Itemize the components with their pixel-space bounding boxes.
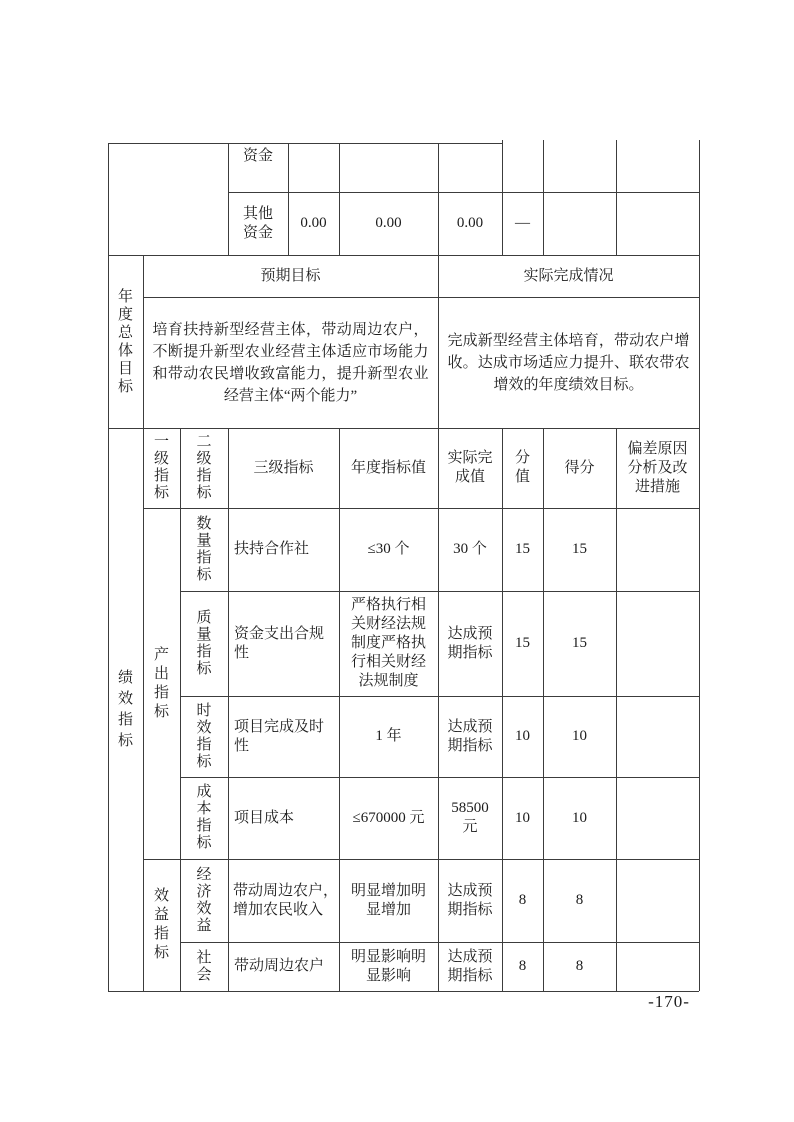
grid-line [616, 140, 617, 255]
cell-level2: 成本指标 [196, 784, 212, 851]
cell-other-funds-value-2: 0.00 [375, 215, 402, 231]
cell-score-got: 8 [575, 958, 584, 974]
cell-performance-side-label: 绩效指标 [117, 669, 133, 749]
cell-actual-value: 达成预期指标 [447, 718, 493, 754]
cell-actual-value: 58500 元 [451, 800, 489, 835]
cell-annual-value: ≤670000 元 [352, 809, 425, 826]
cell-level2: 质量指标 [196, 609, 212, 677]
cell-group-output: 产出指标 [153, 646, 169, 720]
cell-funds-label: 资金 [242, 148, 273, 164]
header-score-total: 分值 [514, 450, 530, 485]
header-score-got: 得分 [564, 459, 595, 476]
cell-deviation [616, 777, 699, 859]
cell-deviation [616, 696, 699, 777]
cell-level2: 时效指标 [196, 702, 212, 770]
header-level1: 一级指标 [153, 434, 169, 501]
cell-level2: 数量指标 [196, 515, 212, 583]
cell-annual-value: ≤30 个 [367, 541, 410, 557]
cell-other-funds-value-1: 0.00 [300, 215, 327, 231]
cell-score-total: 8 [518, 958, 527, 974]
cell-actual-value: 达成预期指标 [447, 625, 493, 661]
cell-level2: 经济效益 [196, 866, 212, 934]
cell-level3: 资金支出合规性 [234, 625, 325, 661]
cell-score-got: 15 [572, 635, 587, 651]
header-actual-value: 实际完成值 [447, 450, 493, 485]
cell-deviation [616, 942, 699, 991]
cell-score-total: 10 [515, 809, 530, 826]
cell-expected-goal-text: 培育扶持新型经营主体，带动周边农户，不断提升新型农业经营主体适应市场能力和带动农民增收致富能力，提升新型农业经营主体“两个能力” [152, 321, 429, 404]
cell-actual-value: 达成预期指标 [447, 882, 493, 918]
cell-score-total: 15 [515, 541, 530, 557]
grid-line [699, 140, 700, 991]
cell-deviation [616, 591, 699, 696]
cell-level3: 带动周边农户 [234, 958, 325, 974]
cell-score-total: 10 [515, 728, 530, 744]
cell-annual-value: 严格执行相关财经法规制度严格执行相关财经法规制度 [350, 597, 426, 689]
cell-score-got: 15 [572, 541, 587, 557]
header-deviation: 偏差原因分析及改进措施 [627, 440, 688, 495]
header-level3: 三级指标 [253, 459, 314, 476]
cell-expected-goal-header: 预期目标 [260, 267, 321, 284]
cell-annual-value: 1 年 [375, 728, 402, 744]
cell-level3: 扶持合作社 [234, 541, 310, 557]
cell-deviation [616, 508, 699, 591]
cell-annual-value: 明显影响明显影响 [350, 948, 426, 984]
cell-deviation [616, 859, 699, 942]
cell-actual-value: 达成预期指标 [447, 948, 493, 984]
cell-score-got: 10 [572, 728, 587, 744]
cell-score-total: 8 [518, 892, 527, 908]
cell-score-got: 10 [572, 809, 587, 826]
header-level2: 二级指标 [196, 434, 212, 501]
cell-level3: 项目完成及时性 [234, 718, 325, 754]
cell-actual-completion-text: 完成新型经营主体培育，带动农户增收。达成市场适应力提升、联农带农增效的年度绩效目标。 [447, 332, 690, 393]
grid-line [108, 143, 502, 144]
cell-level2: 社会 [196, 949, 212, 983]
cell-other-funds-label: 其他资金 [242, 205, 273, 241]
cell-annual-goal-side-label: 年度总体目标 [117, 288, 133, 395]
performance-table [108, 140, 701, 992]
cell-score-total: 15 [515, 635, 530, 651]
cell-other-funds-value-3: 0.00 [456, 215, 484, 231]
cell-other-funds-dash: — [515, 215, 530, 231]
cell-actual-completion-header: 实际完成情况 [523, 267, 614, 284]
cell-score-got: 8 [575, 892, 584, 908]
cell-level3: 带动周边农户，增加农民收入 [233, 882, 339, 918]
header-annual-value: 年度指标值 [350, 459, 426, 476]
grid-line [543, 140, 544, 255]
cell-actual-value: 30 个 [453, 541, 487, 557]
cell-group-benefit: 效益指标 [153, 888, 169, 961]
grid-line [108, 991, 699, 992]
cell-level3: 项目成本 [234, 809, 295, 826]
cell-annual-value: 明显增加明显增加 [350, 882, 426, 918]
page-number: -170- [648, 992, 690, 1011]
